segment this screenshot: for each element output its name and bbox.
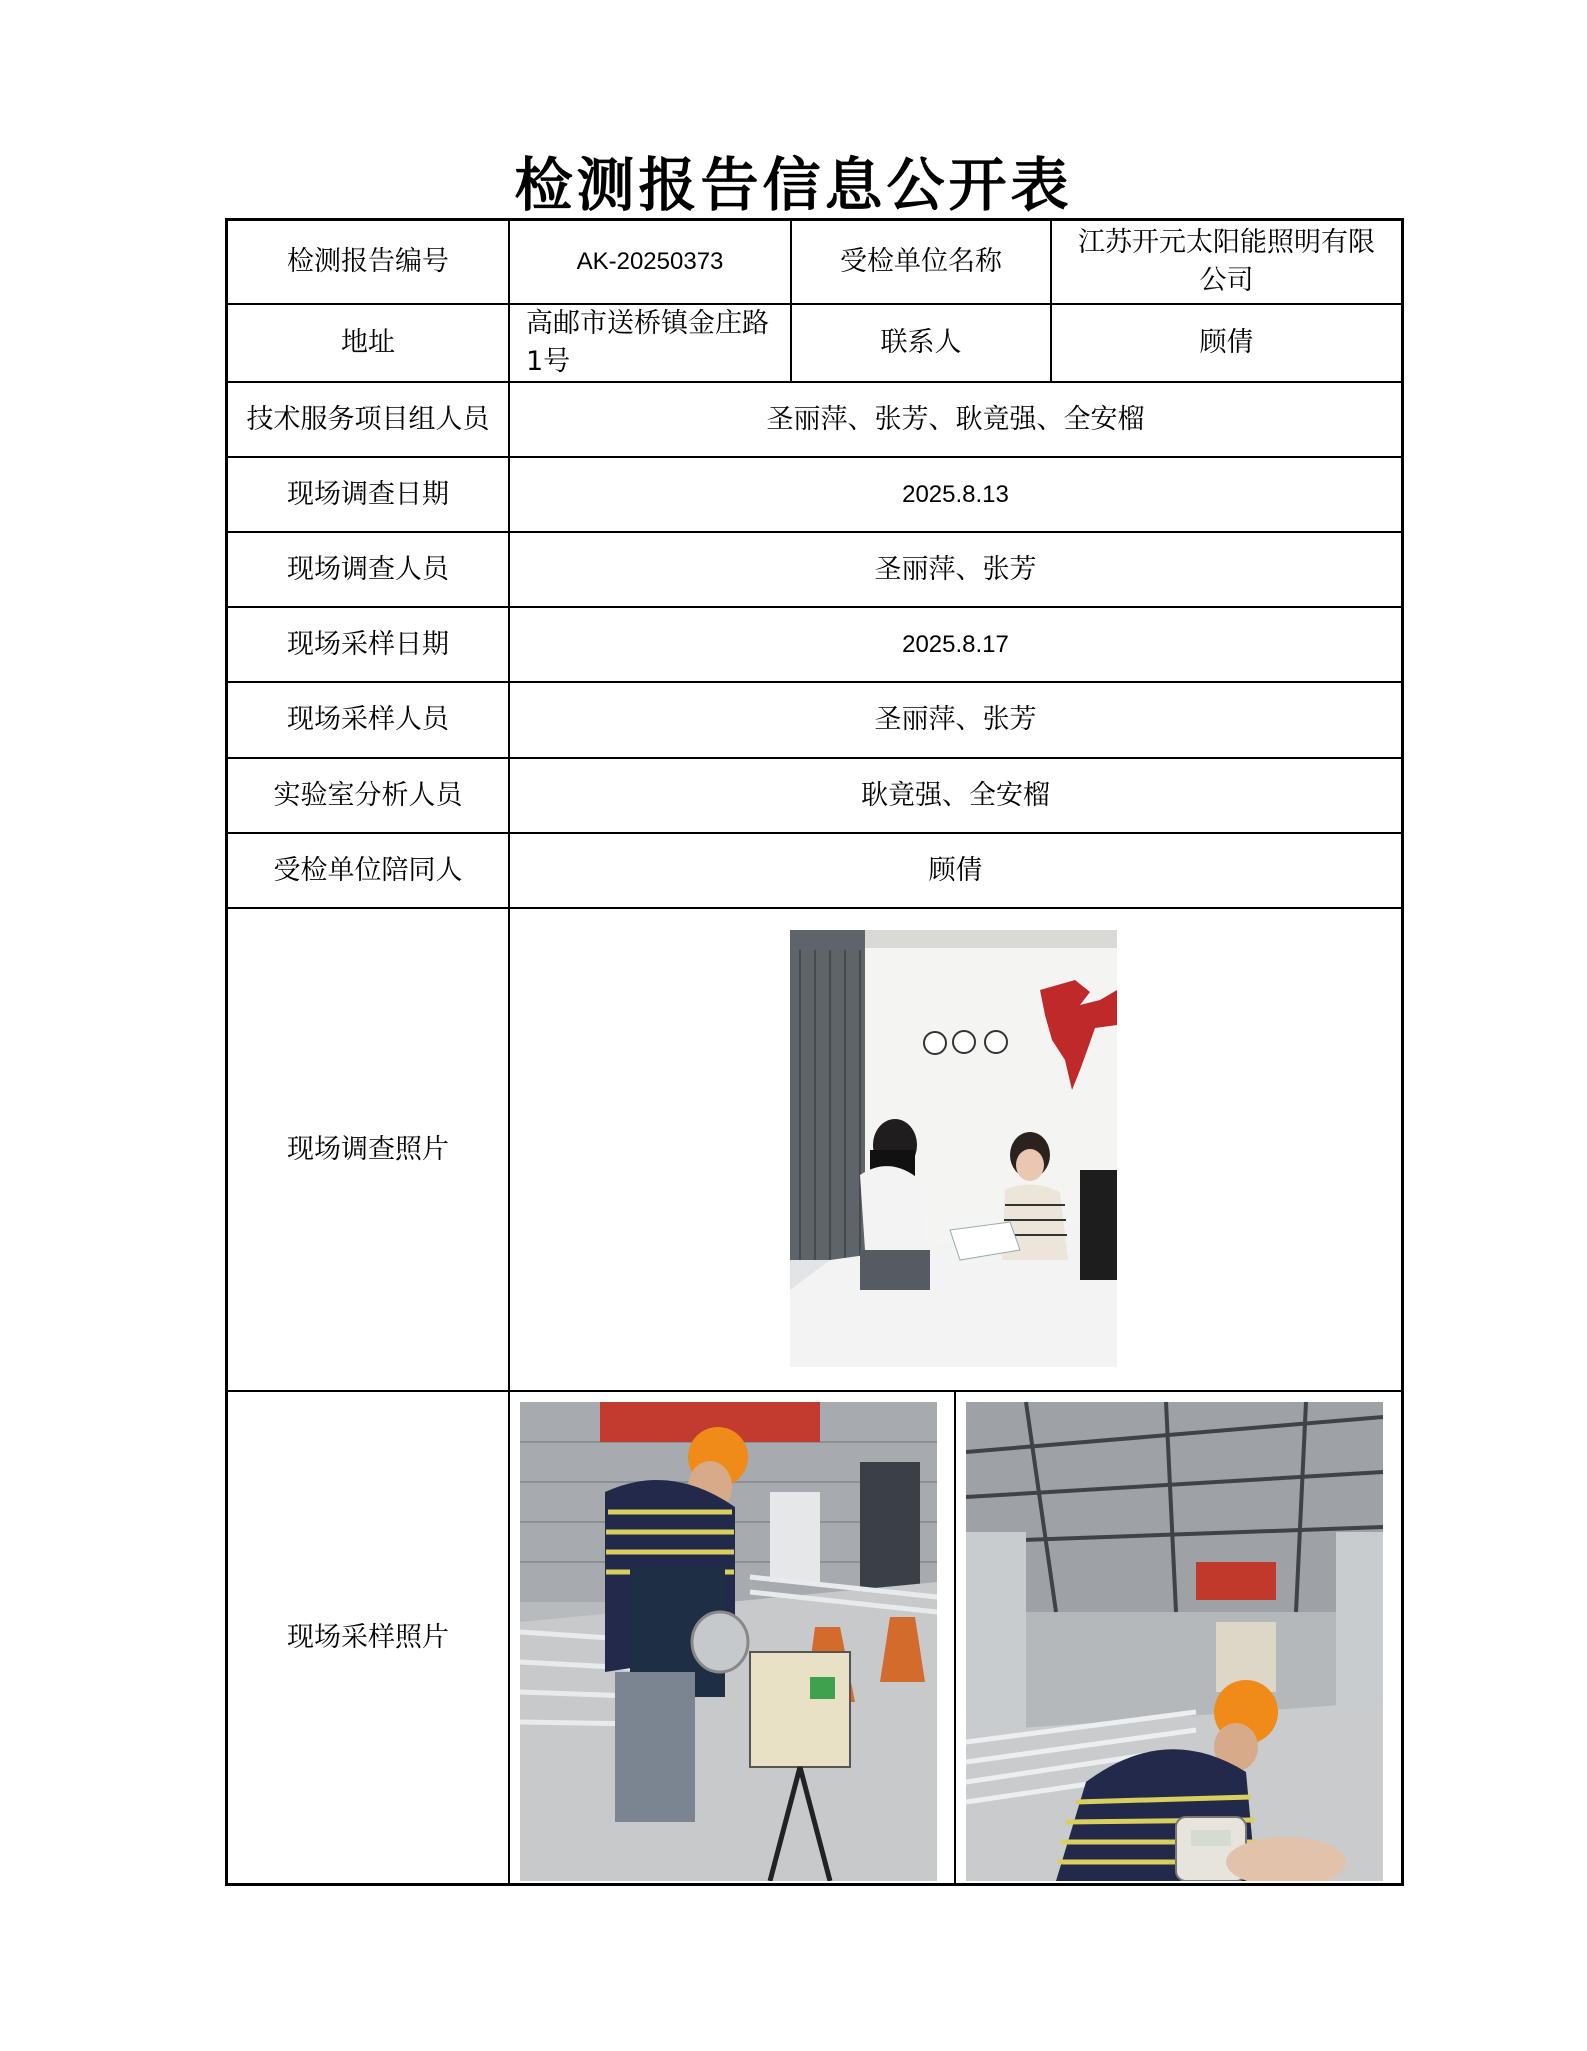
contact-value: 顾倩 (1199, 327, 1254, 359)
report-no-label: 检测报告编号 (287, 246, 449, 278)
lab-label: 实验室分析人员 (273, 779, 463, 811)
escort-value: 顾倩 (928, 854, 983, 886)
page-title: 检测报告信息公开表 (514, 151, 1073, 219)
survey-date-label: 现场调查日期 (287, 478, 449, 510)
sampling-date-value: 2025.8.17 (902, 630, 1009, 658)
survey-photo (790, 930, 1117, 1367)
samplers-label: 现场采样人员 (287, 704, 449, 736)
samplers-value: 圣丽萍、张芳 (874, 704, 1037, 736)
address-label: 地址 (341, 327, 395, 359)
sampling-photo-2 (966, 1402, 1383, 1881)
team-label: 技术服务项目组人员 (246, 403, 490, 435)
survey-photo-label: 现场调查照片 (287, 1133, 449, 1165)
sampling-photo-1 (520, 1402, 937, 1881)
surveyors-label: 现场调查人员 (287, 553, 449, 585)
sampling-date-label: 现场采样日期 (287, 628, 449, 660)
escort-label: 受检单位陪同人 (273, 854, 463, 886)
surveyors-value: 圣丽萍、张芳 (874, 553, 1037, 585)
contact-label: 联系人 (880, 327, 962, 359)
team-value: 圣丽萍、张芳、耿竟强、全安榴 (766, 403, 1145, 435)
survey-date-value: 2025.8.13 (902, 480, 1009, 508)
unit-name-label: 受检单位名称 (840, 246, 1002, 278)
report-no-value: AK-20250373 (576, 248, 724, 276)
sampling-photo-label: 现场采样照片 (287, 1621, 449, 1653)
unit-name-value: 江苏开元太阳能照明有限公司 (1078, 227, 1375, 296)
address-value: 高邮市送桥镇金庄路1号 (526, 308, 769, 377)
lab-value: 耿竟强、全安榴 (861, 779, 1050, 811)
